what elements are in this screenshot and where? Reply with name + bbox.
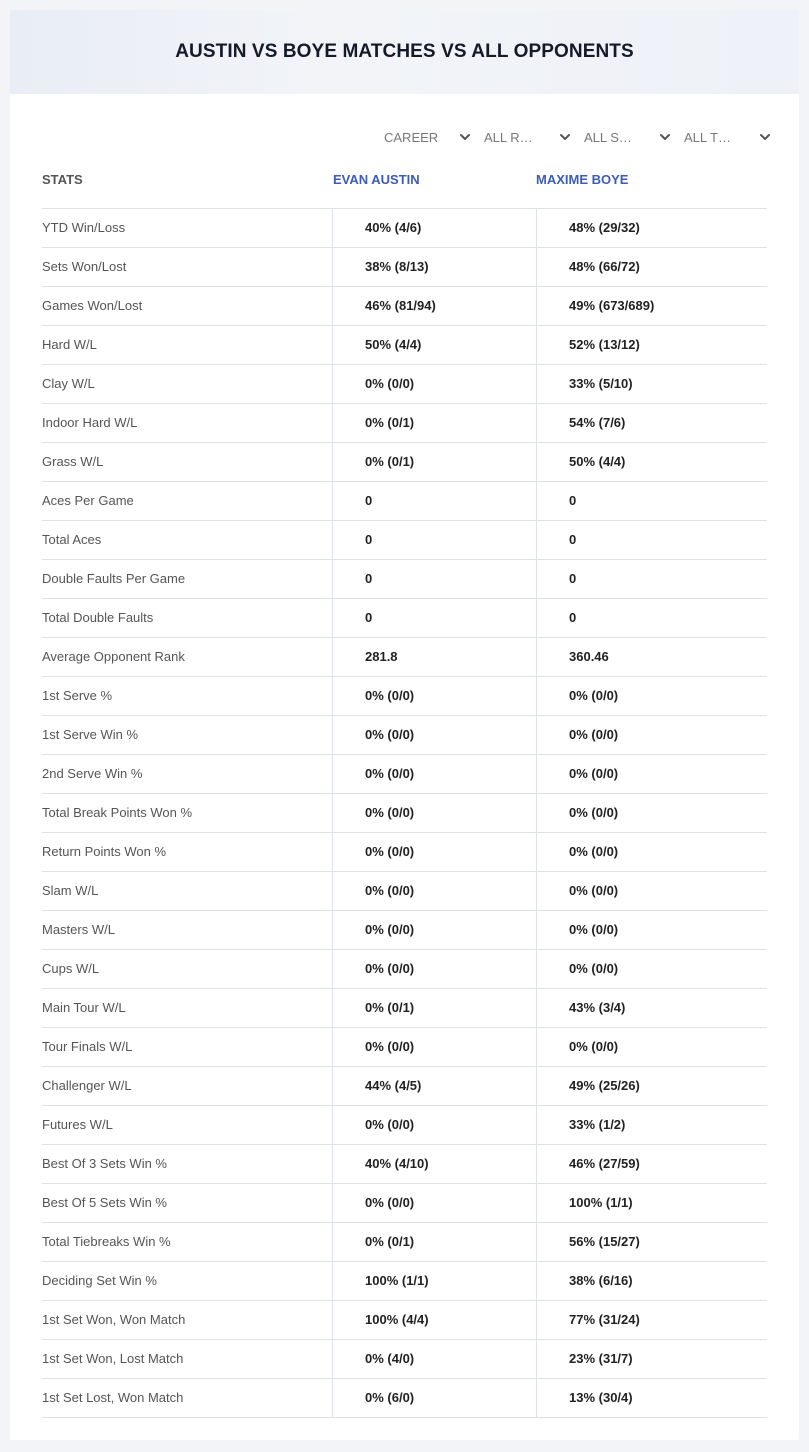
stat-label: Games Won/Lost [42, 298, 143, 313]
filter-select-label: ALL T… [684, 129, 731, 145]
stat-label: Return Points Won % [42, 844, 167, 859]
stat-label: Deciding Set Win % [42, 1273, 157, 1288]
stat-label: 1st Set Lost, Won Match [42, 1390, 184, 1405]
table-row [42, 1106, 767, 1145]
table-row [42, 1028, 767, 1067]
table-header [42, 170, 767, 209]
player1-value: 0% (0/0) [332, 950, 536, 988]
table-row [42, 1340, 767, 1379]
player2-value: 0% (0/0) [536, 950, 767, 988]
table-row [42, 950, 767, 989]
filter-select-0[interactable] [384, 126, 484, 148]
page-title: AUSTIN VS BOYE MATCHES VS ALL OPPONENTS [175, 41, 634, 62]
table-row [42, 1301, 767, 1340]
player2-value: 0 [536, 599, 767, 637]
column-header-player1-link[interactable]: EVAN AUSTIN [333, 172, 420, 187]
stat-label: Best Of 5 Sets Win % [42, 1195, 167, 1210]
player2-value: 0 [536, 482, 767, 520]
stat-label: Slam W/L [42, 883, 99, 898]
chevron-down-icon [558, 130, 572, 144]
stat-label: Double Faults Per Game [42, 571, 186, 586]
player2-value: 360.46 [536, 638, 767, 676]
player2-value: 52% (13/12) [536, 326, 767, 364]
stat-label: 1st Serve Win % [42, 727, 139, 742]
stat-label: Challenger W/L [42, 1078, 132, 1093]
player1-value: 0 [332, 482, 536, 520]
player2-value: 0% (0/0) [536, 677, 767, 715]
column-header-player2-link[interactable]: MAXIME BOYE [536, 172, 629, 187]
player1-value: 0% (0/0) [332, 872, 536, 910]
player2-value: 100% (1/1) [536, 1184, 767, 1222]
player2-value: 54% (7/6) [536, 404, 767, 442]
stat-label: Average Opponent Rank [42, 649, 185, 664]
filter-bar [384, 126, 784, 148]
player1-value: 40% (4/6) [332, 209, 536, 247]
stat-label: Sets Won/Lost [42, 259, 127, 274]
filter-select-3[interactable] [684, 126, 784, 148]
player2-value: 49% (25/26) [536, 1067, 767, 1105]
stat-label: Aces Per Game [42, 493, 134, 508]
player1-value: 0% (0/1) [332, 1223, 536, 1261]
player2-value: 0% (0/0) [536, 716, 767, 754]
player2-value: 0% (0/0) [536, 872, 767, 910]
chevron-down-icon [458, 130, 472, 144]
player1-value: 0% (6/0) [332, 1379, 536, 1417]
stats-table [42, 208, 767, 1418]
player1-value: 0% (0/0) [332, 833, 536, 871]
table-row [42, 521, 767, 560]
stat-label: YTD Win/Loss [42, 220, 126, 235]
stat-label: Cups W/L [42, 961, 100, 976]
player2-value: 0% (0/0) [536, 1028, 767, 1066]
table-row [42, 833, 767, 872]
player2-value: 0% (0/0) [536, 911, 767, 949]
player2-value: 38% (6/16) [536, 1262, 767, 1300]
table-row [42, 716, 767, 755]
player2-value: 33% (1/2) [536, 1106, 767, 1144]
table-row [42, 326, 767, 365]
player2-value: 56% (15/27) [536, 1223, 767, 1261]
player1-value: 0% (0/0) [332, 911, 536, 949]
player1-value: 44% (4/5) [332, 1067, 536, 1105]
stat-label: 1st Set Won, Lost Match [42, 1351, 184, 1366]
player1-value: 0% (0/0) [332, 755, 536, 793]
player2-value: 0 [536, 521, 767, 559]
player1-value: 0% (0/1) [332, 989, 536, 1027]
stats-card [10, 10, 799, 1440]
table-row [42, 248, 767, 287]
table-row [42, 287, 767, 326]
player1-value: 0% (0/0) [332, 716, 536, 754]
player1-value: 38% (8/13) [332, 248, 536, 286]
filter-select-1[interactable] [484, 126, 584, 148]
player1-value: 0% (0/0) [332, 1028, 536, 1066]
player2-value: 48% (29/32) [536, 209, 767, 247]
player1-value: 0% (0/1) [332, 443, 536, 481]
table-row [42, 755, 767, 794]
player2-value: 0% (0/0) [536, 794, 767, 832]
stat-label: Indoor Hard W/L [42, 415, 138, 430]
table-row [42, 1145, 767, 1184]
filter-select-label: ALL R… [484, 129, 533, 145]
table-row [42, 1262, 767, 1301]
stat-label: Main Tour W/L [42, 1000, 126, 1015]
stat-label: Clay W/L [42, 376, 95, 391]
table-row [42, 209, 767, 248]
table-row [42, 1223, 767, 1262]
filter-select-2[interactable] [584, 126, 684, 148]
table-row [42, 911, 767, 950]
player2-value: 77% (31/24) [536, 1301, 767, 1339]
table-row [42, 599, 767, 638]
filter-select-label: CAREER [384, 129, 439, 145]
stat-label: Hard W/L [42, 337, 97, 352]
player1-value: 100% (1/1) [332, 1262, 536, 1300]
player2-value: 48% (66/72) [536, 248, 767, 286]
column-header-stats: STATS [42, 172, 83, 187]
player1-value: 40% (4/10) [332, 1145, 536, 1183]
stat-label: Total Double Faults [42, 610, 154, 625]
stat-label: Best Of 3 Sets Win % [42, 1156, 167, 1171]
table-row [42, 872, 767, 911]
player2-value: 49% (673/689) [536, 287, 767, 325]
player2-value: 43% (3/4) [536, 989, 767, 1027]
player1-value: 46% (81/94) [332, 287, 536, 325]
table-row [42, 1379, 767, 1418]
table-row [42, 443, 767, 482]
page-header [10, 10, 799, 94]
stat-label: 1st Set Won, Won Match [42, 1312, 186, 1327]
player1-value: 0% (0/0) [332, 677, 536, 715]
player2-value: 23% (31/7) [536, 1340, 767, 1378]
player1-value: 50% (4/4) [332, 326, 536, 364]
player1-value: 0 [332, 599, 536, 637]
player2-value: 13% (30/4) [536, 1379, 767, 1417]
table-row [42, 404, 767, 443]
chevron-down-icon [658, 130, 672, 144]
stat-label: Masters W/L [42, 922, 115, 937]
player1-value: 281.8 [332, 638, 536, 676]
filter-select-label: ALL S… [584, 129, 632, 145]
table-row [42, 794, 767, 833]
table-row [42, 989, 767, 1028]
stat-label: Grass W/L [42, 454, 104, 469]
table-row [42, 1184, 767, 1223]
player1-value: 0% (0/1) [332, 404, 536, 442]
player1-value: 0% (0/0) [332, 365, 536, 403]
player1-value: 0 [332, 560, 536, 598]
player1-value: 100% (4/4) [332, 1301, 536, 1339]
stat-label: Total Tiebreaks Win % [42, 1234, 171, 1249]
player2-value: 50% (4/4) [536, 443, 767, 481]
table-row [42, 482, 767, 521]
table-row [42, 1067, 767, 1106]
table-row [42, 638, 767, 677]
stat-label: Tour Finals W/L [42, 1039, 133, 1054]
stat-label: Total Aces [42, 532, 102, 547]
player2-value: 0% (0/0) [536, 833, 767, 871]
table-row [42, 677, 767, 716]
stat-label: 1st Serve % [42, 688, 113, 703]
player2-value: 0% (0/0) [536, 755, 767, 793]
table-row [42, 560, 767, 599]
stat-label: Total Break Points Won % [42, 805, 193, 820]
player1-value: 0% (0/0) [332, 1106, 536, 1144]
player2-value: 33% (5/10) [536, 365, 767, 403]
player2-value: 0 [536, 560, 767, 598]
stat-label: 2nd Serve Win % [42, 766, 143, 781]
player1-value: 0% (4/0) [332, 1340, 536, 1378]
player2-value: 46% (27/59) [536, 1145, 767, 1183]
stat-label: Futures W/L [42, 1117, 113, 1132]
table-row [42, 365, 767, 404]
player1-value: 0% (0/0) [332, 1184, 536, 1222]
player1-value: 0% (0/0) [332, 794, 536, 832]
chevron-down-icon [758, 130, 772, 144]
player1-value: 0 [332, 521, 536, 559]
